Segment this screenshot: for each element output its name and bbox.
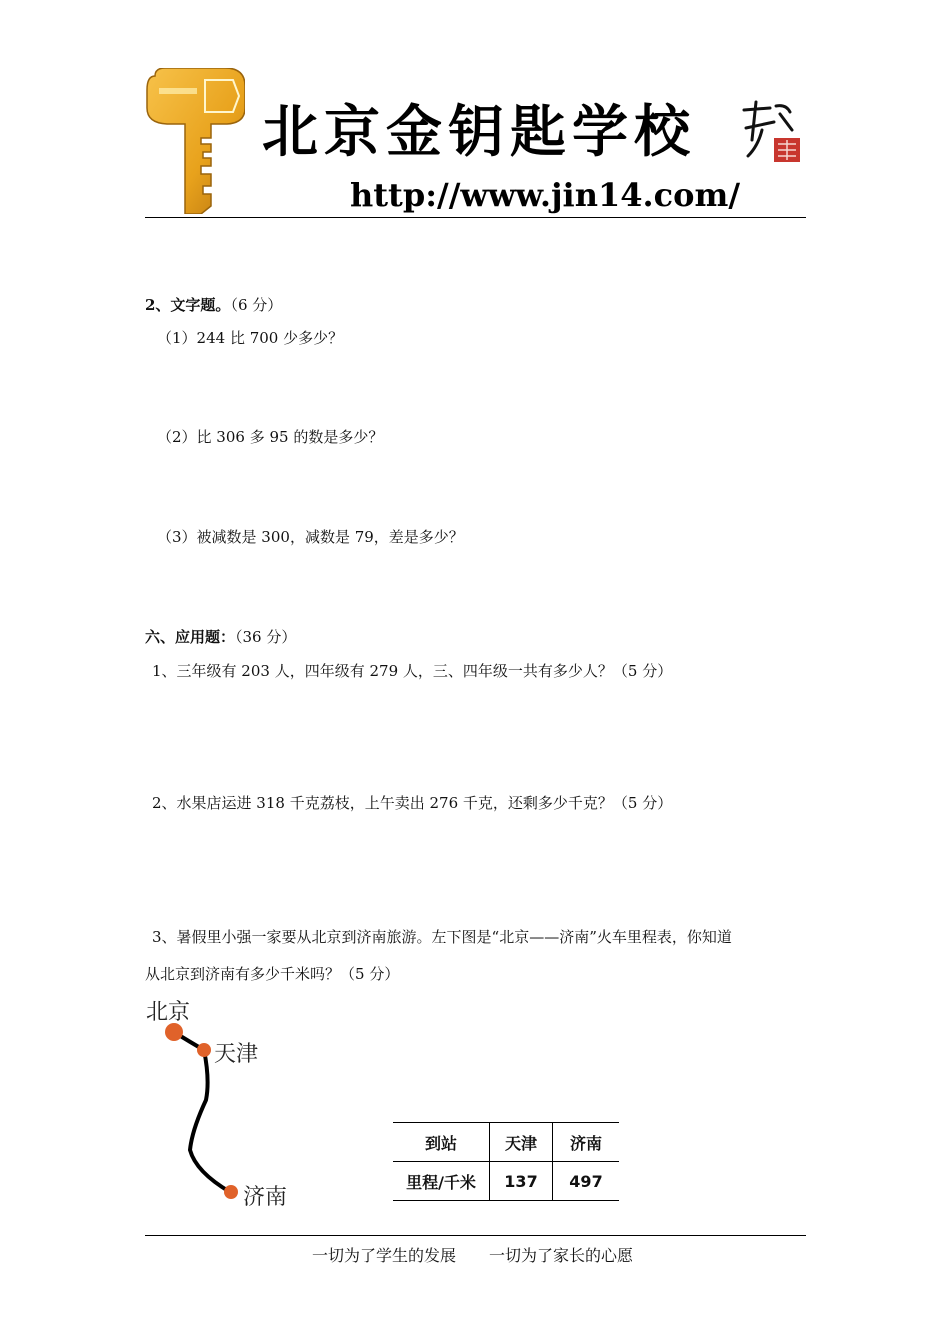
section-2-points: （6 分） (230, 296, 283, 314)
calligraphy-signature-seal (740, 100, 804, 164)
table-row-mileage (393, 1162, 619, 1201)
city-label-jinan: 济南 (243, 1185, 288, 1210)
school-website-url[interactable]: http://www.jin14.com/ (350, 176, 740, 214)
header-rule (145, 217, 806, 218)
tianjin-dot (197, 1043, 211, 1057)
footer-slogan-right: 一切为了家长的心愿 (489, 1246, 634, 1265)
city-label-beijing: 北京 (146, 1000, 191, 1025)
footer-slogan-left: 一切为了学生的发展 (312, 1246, 457, 1265)
table-cell: 137 (490, 1162, 553, 1201)
jinan-dot (224, 1185, 238, 1199)
school-name: 北京金钥匙学校 (262, 99, 696, 165)
city-label-tianjin: 天津 (214, 1042, 259, 1067)
question-6-2: 2、水果店运进 318 千克荔枝，上午卖出 276 千克，还剩多少千克？（5 分） (152, 794, 673, 812)
question-2-2: （2）比 306 多 95 的数是多少？ (157, 428, 384, 446)
question-6-1: 1、三年级有 203 人，四年级有 279 人，三、四年级一共有多少人？（5 分） (152, 662, 673, 680)
table-row-header (393, 1123, 619, 1162)
mileage-table (393, 1122, 619, 1201)
table-cell: 济南 (553, 1123, 620, 1162)
school-logo-key (145, 68, 245, 214)
section-2-heading (145, 294, 282, 315)
question-6-3-line2: 从北京到济南有多少千米吗？（5 分） (145, 965, 400, 983)
table-cell: 497 (553, 1162, 620, 1201)
table-cell: 天津 (490, 1123, 553, 1162)
question-6-3-line1: 3、暑假里小强一家要从北京到济南旅游。左下图是“北京——济南”火车里程表，你知道 (152, 928, 732, 946)
footer-rule (145, 1235, 806, 1236)
question-2-1: （1）244 比 700 少多少？ (157, 329, 344, 347)
section-2-title: 2、文字题。 (145, 296, 231, 314)
section-6-points: （36 分） (235, 628, 297, 646)
section-6-title: 六、应用题： (145, 628, 236, 646)
section-6-heading (145, 626, 296, 647)
table-cell: 到站 (393, 1123, 490, 1162)
table-cell: 里程/千米 (393, 1162, 490, 1201)
question-2-3: （3）被减数是 300，减数是 79，差是多少？ (157, 528, 464, 546)
